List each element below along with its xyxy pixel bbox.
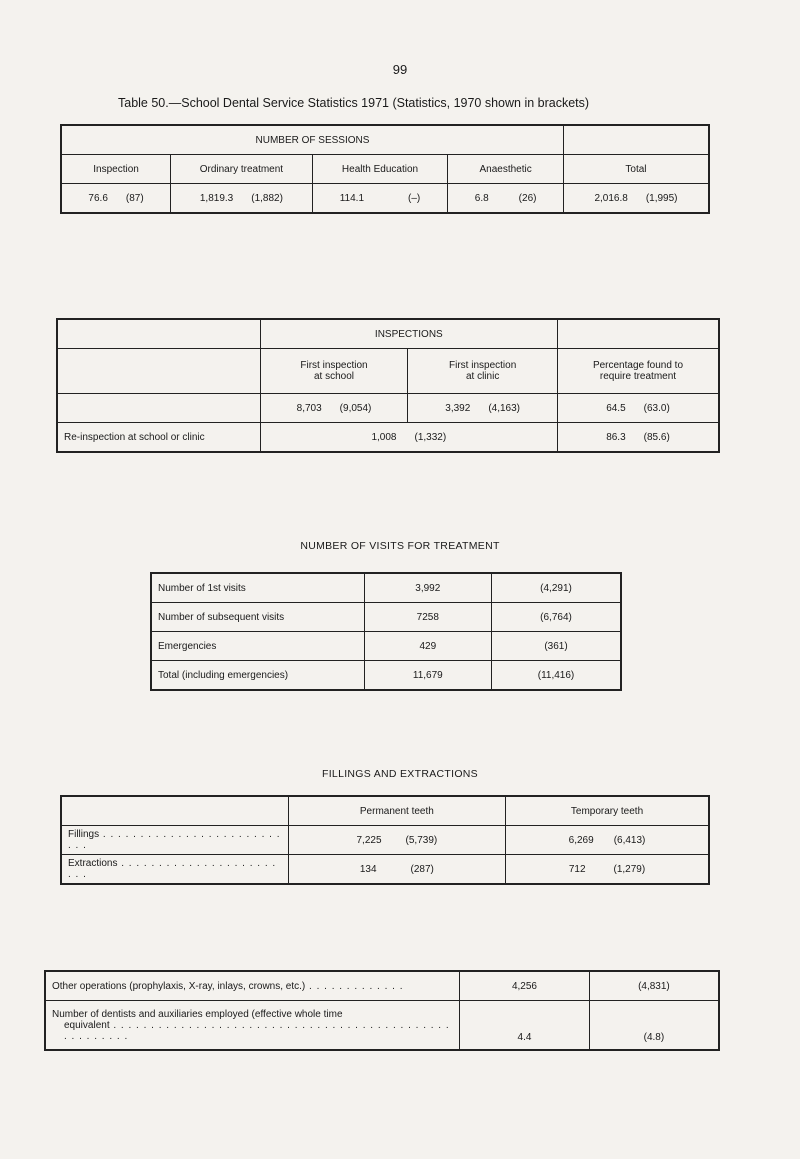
inspection-prev: (1,332) bbox=[414, 431, 447, 443]
fillings-value: 712 bbox=[568, 863, 586, 875]
inspection-prev: (9,054) bbox=[339, 402, 372, 414]
fillings-value: 134 bbox=[359, 863, 377, 875]
fillings-prev: (6,413) bbox=[613, 834, 646, 846]
row-label: Extractions bbox=[68, 858, 118, 869]
inspection-prev: (63.0) bbox=[643, 402, 670, 414]
row-label: Emergencies bbox=[151, 632, 364, 661]
row-label: Number of subsequent visits bbox=[151, 603, 364, 632]
fillings-heading: FILLINGS AND EXTRACTIONS bbox=[322, 768, 478, 780]
inspection-value: 64.5 bbox=[606, 402, 626, 414]
sessions-prev: (1,995) bbox=[645, 192, 678, 204]
col-header: First inspection bbox=[300, 360, 368, 371]
inspection-prev: (85.6) bbox=[643, 431, 670, 443]
other-value: 4.4 bbox=[460, 1001, 590, 1051]
visits-value: 7258 bbox=[364, 603, 491, 632]
col-header: Permanent teeth bbox=[288, 796, 505, 826]
sessions-prev: (87) bbox=[125, 192, 144, 204]
sessions-value: 1,819.3 bbox=[199, 192, 234, 204]
row-label: Number of dentists and auxiliaries employed (effective whole time bbox=[52, 1008, 343, 1020]
col-header: Total bbox=[563, 155, 709, 184]
other-prev: (4,831) bbox=[589, 971, 719, 1001]
inspection-value: 8,703 bbox=[296, 402, 322, 414]
fillings-prev: (5,739) bbox=[405, 834, 438, 846]
col-header: First inspection bbox=[449, 360, 517, 371]
other-value: 4,256 bbox=[460, 971, 590, 1001]
fillings-table bbox=[60, 795, 710, 885]
sessions-prev: (1,882) bbox=[251, 192, 283, 204]
inspections-header: INSPECTIONS bbox=[260, 319, 557, 349]
row-label: Total (including emergencies) bbox=[151, 661, 364, 691]
row-label: Re-inspection at school or clinic bbox=[57, 423, 260, 453]
fillings-value: 7,225 bbox=[356, 834, 382, 846]
row-label: Other operations (prophylaxis, X-ray, inlays, crowns, etc.) bbox=[52, 980, 306, 992]
row-label: Number of 1st visits bbox=[151, 573, 364, 603]
page-title: Table 50.—School Dental Service Statistics 1971 (Statistics, 1970 shown in brackets) bbox=[118, 96, 590, 110]
inspection-value: 3,392 bbox=[445, 402, 471, 414]
visits-table bbox=[150, 572, 622, 691]
leader-dots: . . . . . . . . . . . . . . . . . . . . . . . . . . . bbox=[68, 829, 281, 851]
fillings-prev: (287) bbox=[410, 863, 434, 875]
visits-prev: (4,291) bbox=[492, 573, 621, 603]
sessions-table bbox=[60, 124, 710, 214]
other-prev: (4.8) bbox=[589, 1001, 719, 1051]
inspections-table bbox=[56, 318, 720, 453]
col-header: Anaesthetic bbox=[448, 155, 564, 184]
fillings-prev: (1,279) bbox=[613, 863, 646, 875]
other-table bbox=[44, 970, 720, 1051]
col-header: Inspection bbox=[61, 155, 171, 184]
sessions-value: 2,016.8 bbox=[594, 192, 628, 204]
col-header: require treatment bbox=[599, 371, 677, 382]
visits-value: 3,992 bbox=[364, 573, 491, 603]
col-header: Temporary teeth bbox=[506, 796, 709, 826]
col-header: Health Education bbox=[312, 155, 448, 184]
inspection-value: 1,008 bbox=[371, 431, 397, 443]
leader-dots: . . . . . . . . . . . . . . . . . . . . . . . . bbox=[68, 858, 277, 880]
visits-prev: (11,416) bbox=[492, 661, 621, 691]
leader-dots: . . . . . . . . . . . . . bbox=[305, 980, 404, 992]
row-label: equivalent bbox=[64, 1019, 110, 1031]
inspection-prev: (4,163) bbox=[488, 402, 520, 414]
visits-prev: (361) bbox=[492, 632, 621, 661]
visits-value: 429 bbox=[364, 632, 491, 661]
col-header: Percentage found to bbox=[592, 360, 684, 371]
visits-heading: NUMBER OF VISITS FOR TREATMENT bbox=[300, 540, 500, 552]
col-header: at school bbox=[313, 371, 355, 382]
sessions-value: 114.1 bbox=[339, 192, 365, 204]
sessions-value: 76.6 bbox=[88, 192, 108, 204]
sessions-value: 6.8 bbox=[474, 192, 489, 204]
visits-prev: (6,764) bbox=[492, 603, 621, 632]
fillings-value: 6,269 bbox=[568, 834, 594, 846]
sessions-header: NUMBER OF SESSIONS bbox=[61, 125, 563, 155]
col-header: at clinic bbox=[465, 371, 500, 382]
row-label: Fillings bbox=[68, 829, 100, 840]
sessions-prev: (26) bbox=[518, 192, 537, 204]
leader-dots: . . . . . . . . . . . . . . . . . . . . . . . . . . . . . . . . . . . . . . . . . . . . . . . . . . . . . . bbox=[64, 1019, 450, 1042]
page-number: 99 bbox=[392, 62, 408, 77]
sessions-prev: (–) bbox=[408, 192, 421, 204]
col-header: Ordinary treatment bbox=[171, 155, 313, 184]
inspection-value: 86.3 bbox=[606, 431, 626, 443]
visits-value: 11,679 bbox=[364, 661, 491, 691]
